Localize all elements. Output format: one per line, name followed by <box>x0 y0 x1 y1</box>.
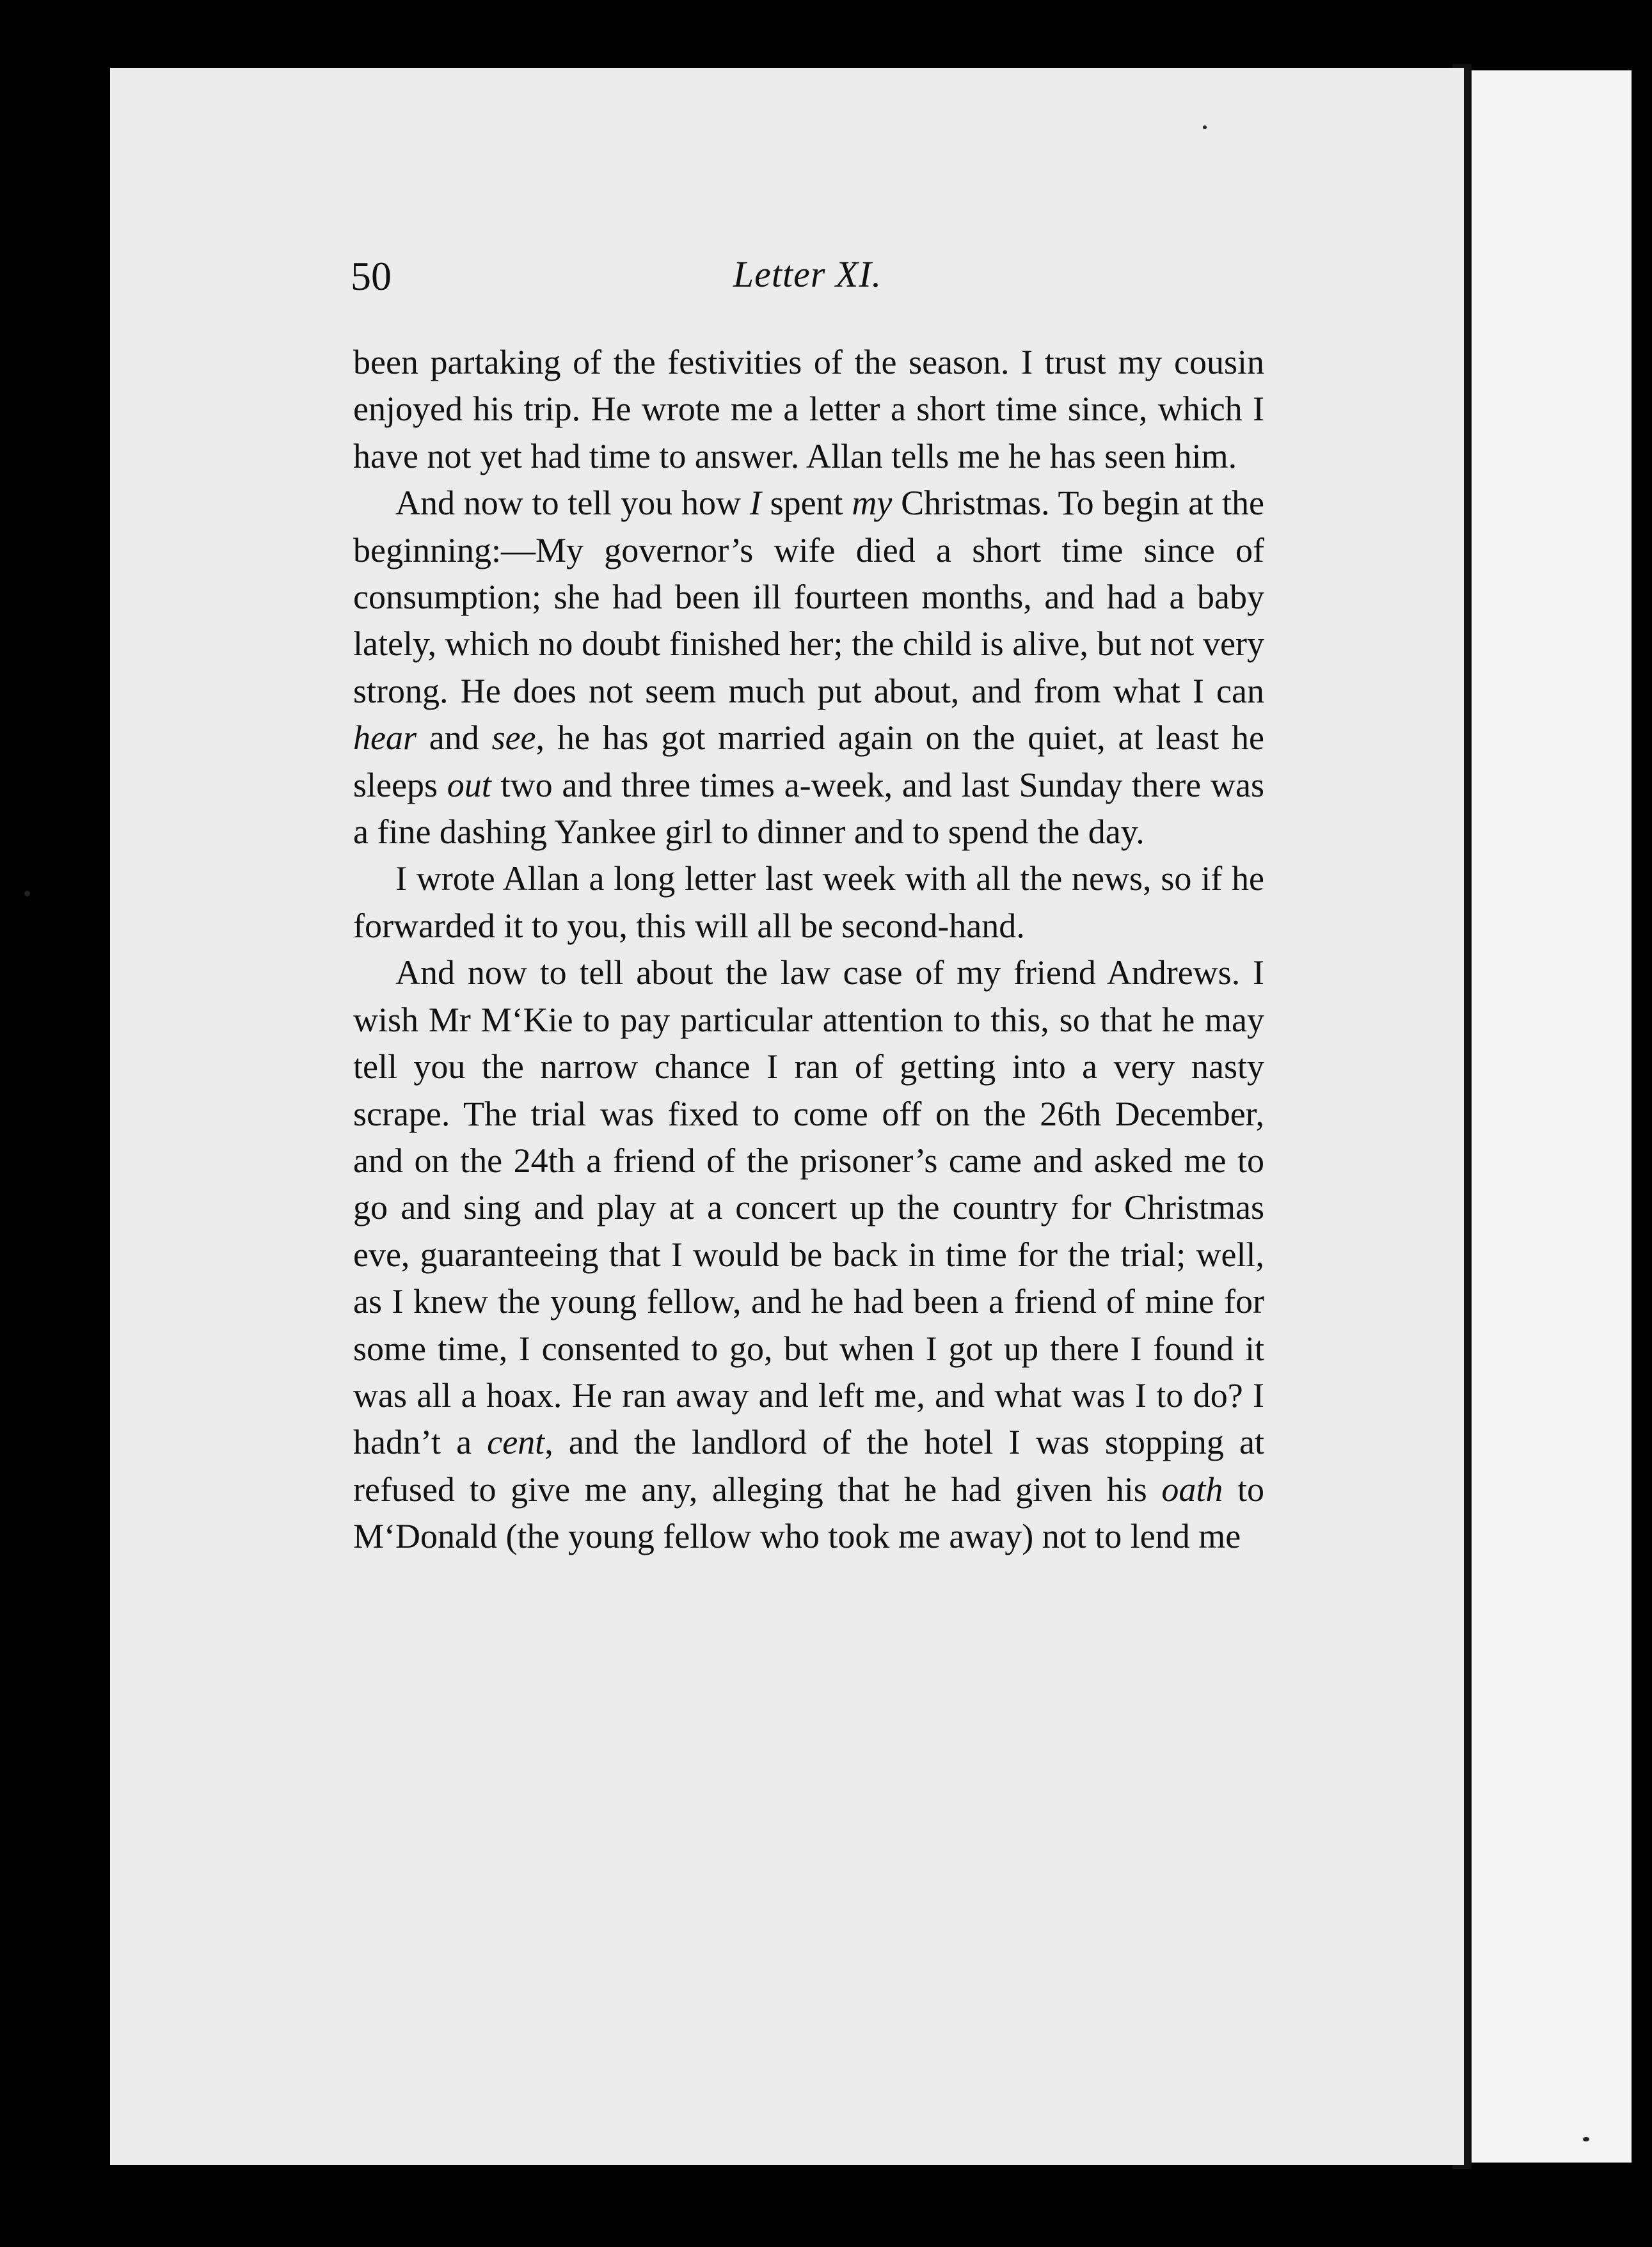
italic-text: see <box>491 719 536 758</box>
letter-body <box>353 339 1264 1560</box>
text-run: And now to tell about the law case of my friend Andrews. I wish Mr M‘Kie to pay particular attention to this, so that he may tell you the narrow chance I ran of getting into a very nasty scrape. The trial was fixed to come off on the 26th December, and on the 24th a friend of the prisoner’s came and asked me to go and sing and play at a concert up the country for Christmas eve, guaranteeing that I would be back in time for the trial; well, as I knew the young fellow, and he had been a friend of mine for some time, I consented to go, but when I got up there I found it was all a hoax. He ran away and left me, and what was I to do? I hadn’t a <box>353 953 1264 1462</box>
running-head <box>351 253 1264 310</box>
ink-speck <box>1583 2137 1589 2141</box>
paragraph <box>353 480 1264 855</box>
italic-text: oath <box>1161 1470 1223 1509</box>
page-number: 50 <box>351 253 392 299</box>
paragraph <box>353 949 1264 1560</box>
text-run: been partaking of the festivities of the season. I trust my cousin enjoyed his trip. He wrote me a letter a short time since, which I have not yet had time to answer. Allan tells me he has seen him. <box>353 343 1264 475</box>
italic-text: cent <box>487 1423 545 1462</box>
italic-text: my <box>852 484 893 523</box>
paragraph <box>353 855 1264 949</box>
text-run: and <box>416 719 492 758</box>
chapter-title: Letter XI. <box>733 253 882 295</box>
paragraph <box>353 339 1264 480</box>
text-run: , and the landlord of the hotel I was stopping at refused to give me any, alleging that he had given his <box>353 1423 1264 1509</box>
text-run: , he has got married again on the quiet, at least he sleeps <box>353 719 1264 804</box>
text-run: Christmas. To begin at the beginning:—My governor’s wife died a short time since of consumption; she had been ill fourteen months, and had a baby lately, which no doubt finished her; the child is alive, but not very strong. He does not seem much put about, and from what I can <box>353 484 1264 710</box>
ink-speck <box>1203 125 1207 129</box>
text-run: And now to tell you how <box>395 484 750 523</box>
italic-text: I <box>749 484 761 523</box>
text-run: to M‘Donald (the young fellow who took me away) not to lend me <box>353 1470 1264 1556</box>
text-run: I wrote Allan a long letter last week with all the news, so if he forwarded it to you, this will all be second-hand. <box>353 859 1264 945</box>
italic-text: hear <box>353 719 417 758</box>
ink-speck <box>24 891 30 896</box>
text-run: two and three times a-week, and last Sunday there was a fine dashing Yankee girl to dinner and to spend the day. <box>353 765 1264 852</box>
facing-page-edge <box>1465 70 1632 2163</box>
text-run: spent <box>761 484 852 523</box>
italic-text: out <box>447 765 491 804</box>
